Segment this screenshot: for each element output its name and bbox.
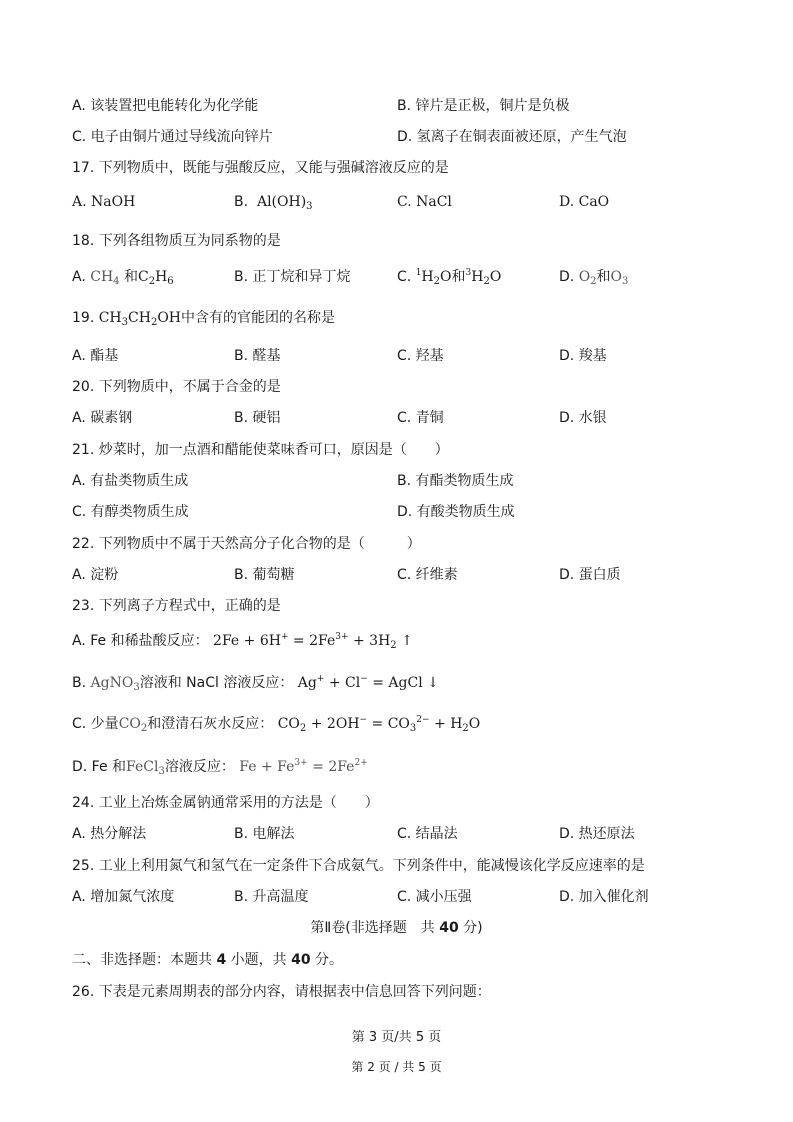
- q24-stem: 24. 工业上冶炼金属钠通常采用的方法是（ ）: [72, 795, 379, 811]
- q19-options: [72, 345, 722, 367]
- q17-option-c: C. NaCl: [397, 194, 452, 210]
- q18-option-d: D. $O_2$和$O_3$: [559, 269, 629, 287]
- q21-options-row1: [72, 470, 722, 492]
- ethanol-formula: $CH_3CH_2OH$: [98, 310, 181, 328]
- q22-option-b: B. 葡萄糖: [234, 567, 295, 583]
- q23-option-b: B. AgNO$_3$溶液和 NaCl 溶液反应： Ag+ + Cl− = AgCl ↓: [72, 674, 439, 693]
- q25-option-d: D. 加入催化剂: [559, 889, 649, 905]
- section2-title: 第Ⅱ卷(非选择题 共 40 分): [310, 920, 483, 936]
- q22-stem: 22. 下列物质中不属于天然高分子化合物的是（ ）: [72, 536, 421, 552]
- q25-option-c: C. 减小压强: [397, 889, 472, 905]
- q23-equation-c: $CO_2 + 2OH^- = CO_3^{2-} + H_2O$: [277, 715, 481, 734]
- q16-option-a: A. 该装置把电能转化为化学能: [72, 98, 259, 114]
- q21-options-row2: [72, 501, 722, 523]
- q16-options-row2: [72, 126, 722, 148]
- q20-stem: 20. 下列物质中，不属于合金的是: [72, 379, 281, 395]
- q18-option-c: C. $^1H_2O$和$^3H_2O$: [397, 268, 502, 287]
- q22-option-a: A. 淀粉: [72, 567, 119, 583]
- q20-option-c: C. 青铜: [397, 410, 444, 426]
- q21-stem: 21. 炒菜时，加一点酒和醋能使菜味香可口，原因是（ ）: [72, 442, 449, 458]
- q24-option-b: B. 电解法: [234, 826, 295, 842]
- page-number-outer: 第 2 页 / 共 5 页: [351, 1060, 442, 1074]
- q22-option-d: D. 蛋白质: [559, 567, 621, 583]
- q16-option-d: D. 氢离子在铜表面被还原，产生气泡: [397, 129, 627, 145]
- q25-stem: 25. 工业上利用氮气和氢气在一定条件下合成氨气。下列条件中，能减慢该化学反应速率的是: [72, 858, 645, 874]
- q23-option-a: A. Fe 和稀盐酸反应： $2Fe + 6H^+ = 2Fe^{3+} + 3H_2$ ↑: [72, 632, 413, 651]
- q18-option-b: B. 正丁烷和异丁烷: [234, 269, 351, 285]
- q20-option-a: A. 碳素钢: [72, 410, 133, 426]
- q19-stem: 19. $CH_3CH_2OH$中含有的官能团的名称是: [72, 310, 335, 328]
- q22-options: [72, 564, 722, 586]
- q20-option-b: B. 硬铝: [234, 410, 281, 426]
- q16-options-row1: [72, 95, 722, 117]
- q20-option-d: D. 水银: [559, 410, 607, 426]
- q17-option-b: B. $Al(OH)_3$: [234, 194, 313, 212]
- q17-option-d: D. CaO: [559, 194, 610, 210]
- q16-option-c: C. 电子由铜片通过导线流向锌片: [72, 129, 273, 145]
- q21-option-a: A. 有盐类物质生成: [72, 473, 189, 489]
- q23-option-d: D. Fe 和FeCl$_3$溶液反应： $Fe + Fe^{3+} = 2Fe^{2+}$: [72, 758, 368, 777]
- q21-option-c: C. 有醇类物质生成: [72, 504, 189, 520]
- q19-option-c: C. 羟基: [397, 348, 444, 364]
- q17-option-a: A. NaOH: [72, 194, 136, 210]
- q18-stem: 18. 下列各组物质互为同系物的是: [72, 233, 281, 249]
- q17-options: [72, 194, 722, 216]
- q21-option-b: B. 有酯类物质生成: [397, 473, 514, 489]
- q24-option-c: C. 结晶法: [397, 826, 458, 842]
- q25-options: [72, 886, 722, 908]
- q24-option-d: D. 热还原法: [559, 826, 635, 842]
- q23-stem: 23. 下列离子方程式中，正确的是: [72, 598, 281, 614]
- q23-option-c: C. 少量$CO_2$和澄清石灰水反应： $CO_2 + 2OH^- = CO_3^{2-} + H_2O$: [72, 715, 481, 734]
- q16-option-b: B. 锌片是正极，铜片是负极: [397, 98, 570, 114]
- q23-equation-a: $2Fe + 6H^+ = 2Fe^{3+} + 3H_2$ ↑: [213, 632, 413, 651]
- q24-options: [72, 823, 722, 845]
- q25-option-a: A. 增加氮气浓度: [72, 889, 175, 905]
- q18-options: [72, 266, 722, 288]
- q24-option-a: A. 热分解法: [72, 826, 147, 842]
- q19-option-a: A. 酯基: [72, 348, 119, 364]
- q21-option-d: D. 有酸类物质生成: [397, 504, 515, 520]
- page-number-inner: 第 3 页/共 5 页: [351, 1030, 442, 1045]
- q25-option-b: B. 升高温度: [234, 889, 309, 905]
- q23-equation-d: $Fe + Fe^{3+} = 2Fe^{2+}$: [239, 758, 368, 775]
- section2-intro: 二、非选择题：本题共 4 小题，共 40 分。: [72, 952, 344, 968]
- q19-option-d: D. 羧基: [559, 348, 607, 364]
- q17-stem: 17. 下列物质中，既能与强酸反应，又能与强碱溶液反应的是: [72, 160, 449, 176]
- q26-stem: 26. 下表是元素周期表的部分内容，请根据表中信息回答下列问题：: [72, 984, 491, 1000]
- q23-equation-b: Ag+ + Cl− = AgCl ↓: [297, 674, 439, 691]
- q19-option-b: B. 醛基: [234, 348, 281, 364]
- q18-option-a: A. $CH_4$ 和$C_2H_6$: [72, 269, 174, 287]
- q20-options: [72, 407, 722, 429]
- q22-option-c: C. 纤维素: [397, 567, 458, 583]
